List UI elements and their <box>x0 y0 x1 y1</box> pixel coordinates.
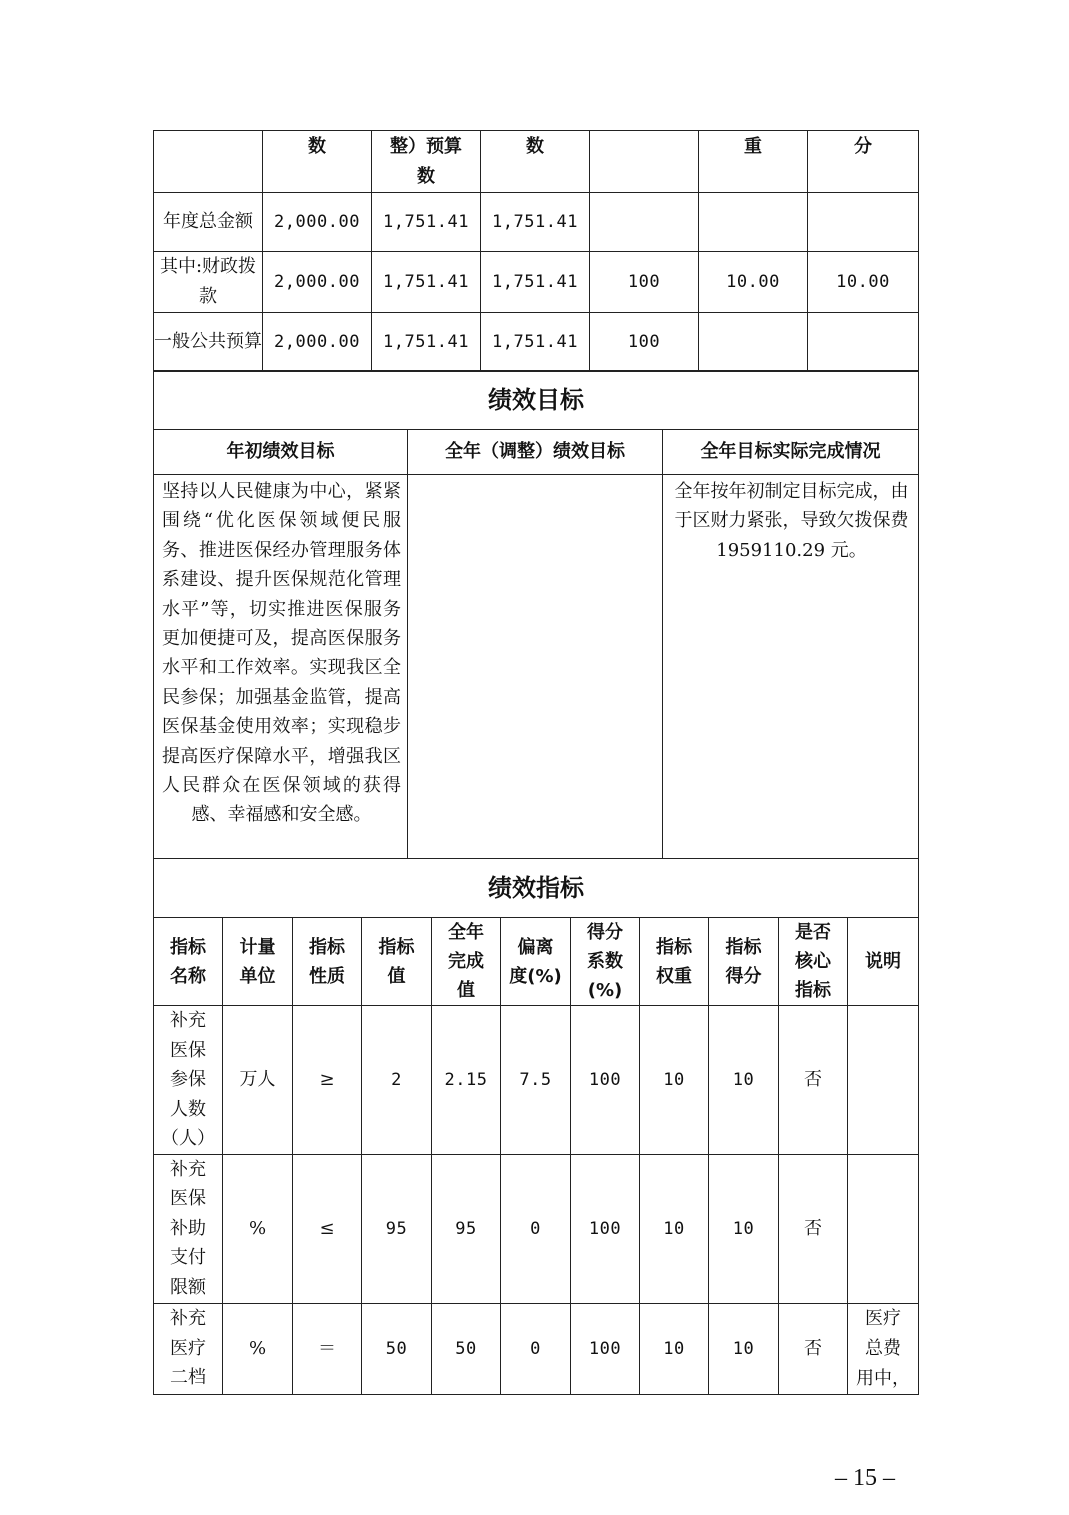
indicator-note <box>848 1006 919 1155</box>
budget-cell: 1,751.41 <box>481 193 590 252</box>
budget-cell: 10.00 <box>808 252 919 313</box>
indicator-row <box>154 1154 919 1303</box>
goals-table <box>153 370 919 859</box>
initial-goal-text: 坚持以人民健康为中心，紧紧围绕“优化医保领域便民服务、推进医保经办管理服务体系建设、提升医保规范化管理水平”等，切实推进医保服务更加便捷可及，提高医保服务水平和工作效率。实现我区全民参保；加强基金监管，提高医保基金使用效率；实现稳步提高医疗保障水平，增强我区人民群众在医保领域的获得感、幸福感和安全感。 <box>154 475 408 859</box>
budget-cell: 10.00 <box>699 252 808 313</box>
indicator-nature: ≤ <box>293 1154 362 1303</box>
budget-cell: 2,000.00 <box>263 193 372 252</box>
indicator-weight: 10 <box>640 1006 709 1155</box>
indicator-core: 否 <box>779 1154 848 1303</box>
budget-cell <box>699 313 808 372</box>
indicator-deviation: 0 <box>501 1303 571 1394</box>
indicator-score: 10 <box>709 1303 779 1394</box>
indicator-unit: 万人 <box>223 1006 293 1155</box>
budget-header-row <box>154 131 919 193</box>
indicator-weight: 10 <box>640 1154 709 1303</box>
budget-cell <box>808 193 919 252</box>
indicator-coef: 100 <box>571 1154 640 1303</box>
budget-cell <box>699 193 808 252</box>
indicator-header-cell: 指标 值 <box>362 918 432 1006</box>
budget-table <box>153 130 919 372</box>
indicator-header-cell: 全年 完成 值 <box>432 918 501 1006</box>
indicator-core: 否 <box>779 1303 848 1394</box>
indicator-header-cell: 是否 核心 指标 <box>779 918 848 1006</box>
goals-content-row <box>154 475 919 859</box>
budget-cell: 100 <box>590 313 699 372</box>
indicator-row <box>154 1006 919 1155</box>
indicator-note: 医疗 总费 用中， <box>848 1303 919 1394</box>
indicator-header-cell: 指标 名称 <box>154 918 223 1006</box>
indicator-deviation: 0 <box>501 1154 571 1303</box>
budget-cell: 1,751.41 <box>372 313 481 372</box>
indicator-name: 补充 医保 补助 支付 限额 <box>154 1154 223 1303</box>
budget-cell: 2,000.00 <box>263 313 372 372</box>
budget-header-cell <box>154 131 263 193</box>
indicator-target: 50 <box>362 1303 432 1394</box>
indicator-score: 10 <box>709 1154 779 1303</box>
page-number: – 15 – <box>835 1465 895 1491</box>
budget-cell: 1,751.41 <box>372 252 481 313</box>
indicators-header-row <box>154 918 919 1006</box>
indicator-header-cell: 指标 得分 <box>709 918 779 1006</box>
budget-row <box>154 252 919 313</box>
actual-completion-text: 全年按年初制定目标完成，由于区财力紧张，导致欠拨保费 1959110.29 元。 <box>663 475 919 859</box>
adjusted-goal-text <box>408 475 663 859</box>
goals-section-title: 绩效目标 <box>154 371 919 430</box>
indicator-core: 否 <box>779 1006 848 1155</box>
indicator-header-cell: 计量 单位 <box>223 918 293 1006</box>
budget-cell <box>808 313 919 372</box>
indicator-header-cell: 指标 性质 <box>293 918 362 1006</box>
indicator-row <box>154 1303 919 1394</box>
indicator-note <box>848 1154 919 1303</box>
budget-header-cell <box>590 131 699 193</box>
budget-cell: 2,000.00 <box>263 252 372 313</box>
budget-header-cell: 分 <box>808 131 919 193</box>
indicators-table <box>153 858 919 1395</box>
indicator-nature: ≥ <box>293 1006 362 1155</box>
budget-cell: 100 <box>590 252 699 313</box>
indicator-nature: ＝ <box>293 1303 362 1394</box>
indicator-score: 10 <box>709 1006 779 1155</box>
budget-row <box>154 193 919 252</box>
indicator-target: 2 <box>362 1006 432 1155</box>
goals-header-initial: 年初绩效目标 <box>154 430 408 475</box>
budget-header-cell: 数 <box>481 131 590 193</box>
indicator-coef: 100 <box>571 1006 640 1155</box>
budget-header-cell: 数 <box>263 131 372 193</box>
budget-row-label: 一般公共预算 <box>154 313 263 372</box>
indicator-name: 补充 医保 参保 人数 （人） <box>154 1006 223 1155</box>
indicator-header-cell: 说明 <box>848 918 919 1006</box>
indicator-target: 95 <box>362 1154 432 1303</box>
budget-cell: 1,751.41 <box>481 313 590 372</box>
indicator-weight: 10 <box>640 1303 709 1394</box>
indicator-header-cell: 偏离 度(%) <box>501 918 571 1006</box>
indicator-deviation: 7.5 <box>501 1006 571 1155</box>
indicator-actual: 2.15 <box>432 1006 501 1155</box>
indicator-name: 补充 医疗 二档 <box>154 1303 223 1394</box>
budget-cell <box>590 193 699 252</box>
goals-header-adjusted: 全年（调整）绩效目标 <box>408 430 663 475</box>
indicator-actual: 95 <box>432 1154 501 1303</box>
indicators-section-title: 绩效指标 <box>154 859 919 918</box>
indicator-unit: % <box>223 1303 293 1394</box>
goals-header-actual: 全年目标实际完成情况 <box>663 430 919 475</box>
budget-header-cell: 整）预算 数 <box>372 131 481 193</box>
indicator-coef: 100 <box>571 1303 640 1394</box>
budget-row-label: 年度总金额 <box>154 193 263 252</box>
budget-row-label: 其中:财政拨款 <box>154 252 263 313</box>
budget-cell: 1,751.41 <box>481 252 590 313</box>
indicator-unit: % <box>223 1154 293 1303</box>
budget-row <box>154 313 919 372</box>
goals-header-row <box>154 430 919 475</box>
budget-cell: 1,751.41 <box>372 193 481 252</box>
budget-header-cell: 重 <box>699 131 808 193</box>
indicator-header-cell: 得分 系数 (%) <box>571 918 640 1006</box>
indicator-actual: 50 <box>432 1303 501 1394</box>
indicator-header-cell: 指标 权重 <box>640 918 709 1006</box>
